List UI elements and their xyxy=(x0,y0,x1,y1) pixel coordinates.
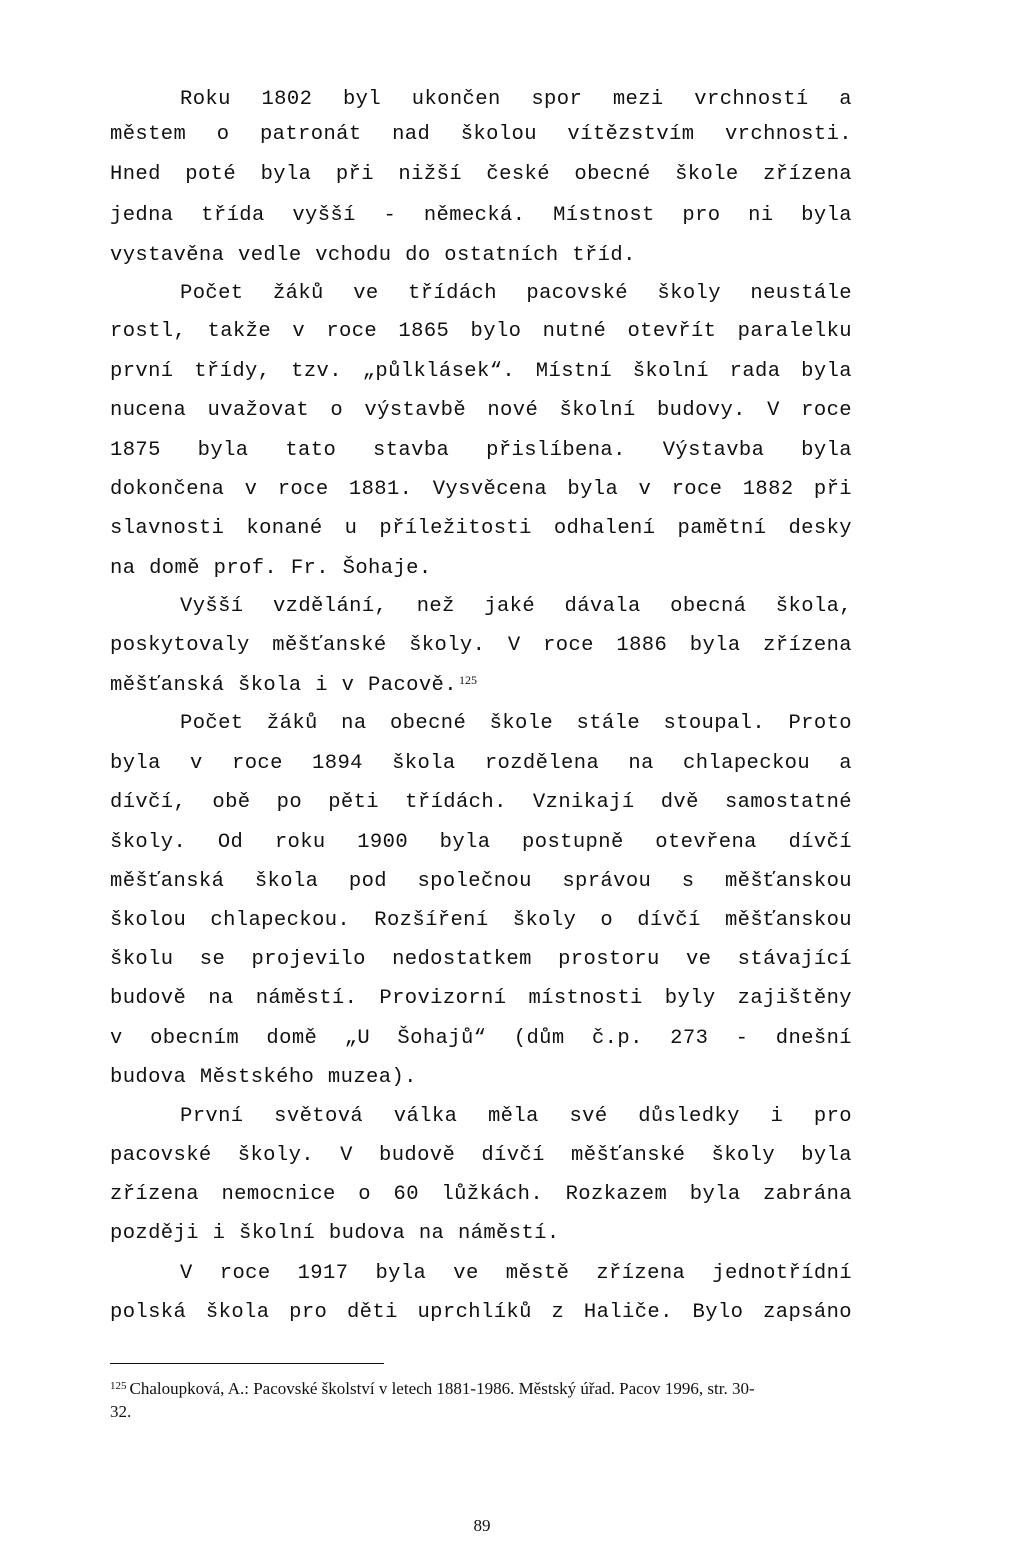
text-line: jedna třída vyšší - německá. Místnost pro ni byla xyxy=(110,204,852,227)
text-line: školy. Od roku 1900 byla postupně otevřena dívčí xyxy=(110,831,852,854)
text-line: později i školní budova na náměstí. xyxy=(110,1222,560,1245)
text-line: rostl, takže v roce 1865 bylo nutné otevřít paralelku xyxy=(110,320,852,343)
text-line: školou chlapeckou. Rozšíření školy o dívčí měšťanskou xyxy=(110,909,852,932)
page-number: 89 xyxy=(473,1516,491,1535)
text-line: Vyšší vzdělání, než jaké dávala obecná škola, xyxy=(180,595,852,618)
text-line: budově na náměstí. Provizorní místnosti byly zajištěny xyxy=(110,987,852,1010)
text-line: byla v roce 1894 škola rozdělena na chlapeckou a xyxy=(110,752,852,775)
text-line: slavnosti konané u příležitosti odhalení pamětní desky xyxy=(110,517,852,540)
footnote-continuation: 32. xyxy=(110,1402,132,1421)
text-line: na domě prof. Fr. Šohaje. xyxy=(110,557,432,580)
footnote-divider xyxy=(110,1363,384,1364)
text-line: dokončena v roce 1881. Vysvěcena byla v roce 1882 při xyxy=(110,478,852,501)
text-line-content: měšťanská škola i v Pacově. xyxy=(110,674,457,697)
text-line: vystavěna vedle vchodu do ostatních tříd. xyxy=(110,244,636,267)
text-line: Roku 1802 byl ukončen spor mezi vrchností a xyxy=(180,88,852,111)
text-line: Počet žáků ve třídách pacovské školy neustále xyxy=(180,282,852,305)
text-line: zřízena nemocnice o 60 lůžkách. Rozkazem byla zabrána xyxy=(110,1183,852,1206)
text-line: 1875 byla tato stavba přislíbena. Výstavba byla xyxy=(110,439,852,462)
text-line: polská škola pro děti uprchlíků z Haliče. Bylo zapsáno xyxy=(110,1301,852,1324)
text-line: měšťanská škola pod společnou správou s měšťanskou xyxy=(110,870,852,893)
text-line: dívčí, obě po pěti třídách. Vznikají dvě samostatné xyxy=(110,791,852,814)
text-line: poskytovaly měšťanské školy. V roce 1886 byla zřízena xyxy=(110,634,852,657)
text-line: první třídy, tzv. „půlklásek“. Místní školní rada byla xyxy=(110,360,852,383)
footnote-text: Chaloupková, A.: Pacovské školství v letech 1881-1986. Městský úřad. Pacov 1996, str. 30- xyxy=(129,1379,755,1398)
footnote xyxy=(110,1378,852,1400)
text-line: V roce 1917 byla ve městě zřízena jednotřídní xyxy=(180,1262,852,1285)
footnote-marker[interactable]: 125 xyxy=(458,673,477,687)
text-line: městem o patronát nad školou vítězstvím vrchnosti. xyxy=(110,123,852,146)
text-line xyxy=(110,672,852,700)
text-line: Hned poté byla při nižší české obecné škole zřízena xyxy=(110,163,852,186)
text-line: školu se projevilo nedostatkem prostoru ve stávající xyxy=(110,948,852,971)
text-line: nucena uvažovat o výstavbě nové školní budovy. V roce xyxy=(110,399,852,422)
text-line: První světová válka měla své důsledky i pro xyxy=(180,1105,852,1128)
text-line: budova Městského muzea). xyxy=(110,1066,417,1089)
text-line: pacovské školy. V budově dívčí měšťanské školy byla xyxy=(110,1144,852,1167)
text-line: Počet žáků na obecné škole stále stoupal. Proto xyxy=(180,712,852,735)
footnote-number: 125 xyxy=(110,1380,127,1392)
text-line: v obecním domě „U Šohajů“ (dům č.p. 273 - dnešní xyxy=(110,1027,852,1050)
